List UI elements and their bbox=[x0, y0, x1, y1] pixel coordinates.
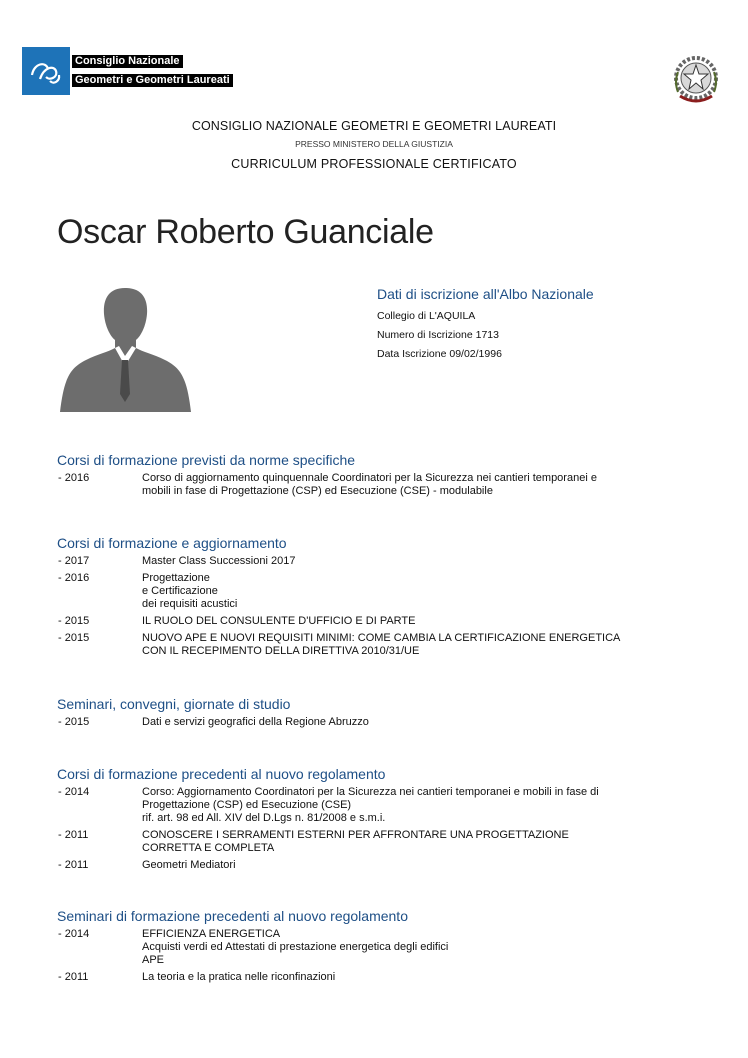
person-silhouette-icon bbox=[58, 282, 193, 412]
list-item bbox=[57, 928, 697, 967]
albo-info bbox=[377, 286, 594, 364]
section-corsi-precedenti bbox=[57, 766, 697, 876]
list-item bbox=[57, 786, 697, 825]
list-item bbox=[57, 572, 697, 611]
item-text: Progettazione e Certificazione dei requisiti acustici bbox=[142, 572, 238, 610]
logo-line2: Geometri e Geometri Laureati bbox=[72, 74, 233, 87]
section-seminari-precedenti bbox=[57, 908, 697, 988]
item-year: - 2014 bbox=[58, 928, 90, 940]
item-text: IL RUOLO DEL CONSULENTE D'UFFICIO E DI PARTE bbox=[142, 615, 416, 627]
albo-title: Dati di iscrizione all'Albo Nazionale bbox=[377, 286, 594, 302]
section-norme-specifiche bbox=[57, 452, 697, 502]
section-seminari-convegni bbox=[57, 696, 697, 733]
albo-numero: Numero di Iscrizione 1713 bbox=[377, 329, 499, 341]
item-year: - 2011 bbox=[58, 971, 89, 983]
section-formazione-aggiornamento bbox=[57, 535, 697, 662]
item-year: - 2015 bbox=[58, 716, 90, 728]
section-title: Seminari di formazione precedenti al nuovo regolamento bbox=[57, 908, 408, 924]
item-text: EFFICIENZA ENERGETICA Acquisti verdi ed Attestati di prestazione energetica degli edifici APE bbox=[142, 928, 449, 966]
list-item bbox=[57, 555, 697, 568]
section-title: Seminari, convegni, giornate di studio bbox=[57, 696, 291, 712]
list-item bbox=[57, 971, 697, 984]
item-text: Corso: Aggiornamento Coordinatori per la Sicurezza nei cantieri temporanei e mobili in fase di Progettazione (CSP) ed Esecuzione (CSE) rif. art. 98 ed All. XIV del D.Lgs n. 81/2008 e s.m.i. bbox=[142, 786, 599, 824]
item-year: - 2014 bbox=[58, 786, 90, 798]
item-text: Dati e servizi geografici della Regione Abruzzo bbox=[142, 716, 369, 728]
item-year: - 2015 bbox=[58, 632, 90, 644]
logo-line1: Consiglio Nazionale bbox=[72, 55, 183, 68]
list-item bbox=[57, 472, 697, 498]
list-item bbox=[57, 829, 697, 855]
list-item bbox=[57, 632, 697, 658]
logo-text bbox=[72, 51, 248, 89]
albo-data: Data Iscrizione 09/02/1996 bbox=[377, 348, 502, 360]
item-year: - 2016 bbox=[58, 572, 90, 584]
header-ministry: PRESSO MINISTERO DELLA GIUSTIZIA bbox=[295, 139, 453, 149]
italian-republic-emblem-icon bbox=[668, 52, 724, 108]
item-text: Geometri Mediatori bbox=[142, 859, 236, 871]
header-doc-title: CURRICULUM PROFESSIONALE CERTIFICATO bbox=[231, 157, 517, 171]
list-item bbox=[57, 716, 697, 729]
item-year: - 2017 bbox=[58, 555, 90, 567]
list-item bbox=[57, 615, 697, 628]
item-year: - 2016 bbox=[58, 472, 90, 484]
section-title: Corsi di formazione previsti da norme specifiche bbox=[57, 452, 356, 468]
item-year: - 2015 bbox=[58, 615, 90, 627]
item-text: CONOSCERE I SERRAMENTI ESTERNI PER AFFRONTARE UNA PROGETTAZIONE CORRETTA E COMPLETA bbox=[142, 829, 569, 854]
item-year: - 2011 bbox=[58, 829, 89, 841]
albo-collegio: Collegio di L'AQUILA bbox=[377, 310, 476, 322]
item-text: Master Class Successioni 2017 bbox=[142, 555, 296, 567]
item-text: La teoria e la pratica nelle riconfinazioni bbox=[142, 971, 336, 983]
item-year: - 2011 bbox=[58, 859, 89, 871]
list-item bbox=[57, 859, 697, 872]
section-title: Corsi di formazione e aggiornamento bbox=[57, 535, 287, 551]
person-name: Oscar Roberto Guanciale bbox=[57, 213, 434, 251]
header-council: CONSIGLIO NAZIONALE GEOMETRI E GEOMETRI LAUREATI bbox=[191, 119, 557, 133]
item-text: Corso di aggiornamento quinquennale Coordinatori per la Sicurezza nei cantieri temporanei e mobili in fase di Progettazione (CSP) ed Esecuzione (CSE) - modulabile bbox=[142, 472, 597, 497]
section-title: Corsi di formazione precedenti al nuovo regolamento bbox=[57, 766, 386, 782]
item-text: NUOVO APE E NUOVI REQUISITI MINIMI: COME CAMBIA LA CERTIFICAZIONE ENERGETICA CON IL RECEPIMENTO DELLA DIRETTIVA 2010/31/UE bbox=[142, 632, 621, 657]
cng-logo-icon bbox=[22, 47, 70, 95]
